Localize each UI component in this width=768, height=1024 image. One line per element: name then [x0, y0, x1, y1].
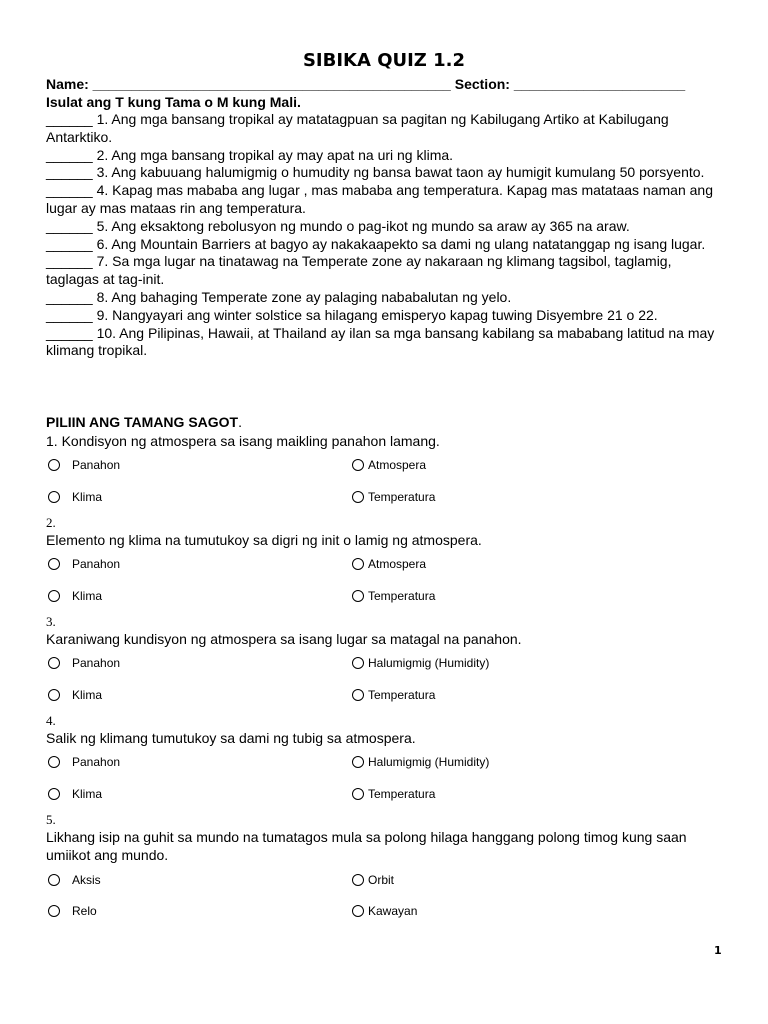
- mc-5-option-c[interactable]: [48, 904, 97, 918]
- radio-icon[interactable]: [48, 459, 60, 471]
- option-label: Klima: [72, 688, 103, 702]
- tf-item-9: ______ 9. Nangyayari ang winter solstice sa hilagang emisperyo kapag tuwing Disyembre 21 o 22.: [46, 306, 658, 323]
- tf-item-7: ______ 7. Sa mga lugar na tinatawag na Temperate zone ay nakaraan ng klimang tagsibol, taglamig, taglagas at tag-init.: [46, 253, 672, 288]
- radio-icon[interactable]: [48, 905, 60, 917]
- mc-question-2: Elemento ng klima na tumutukoy sa digri ng init o lamig ng atmospera.: [46, 532, 482, 548]
- radio-icon[interactable]: [48, 657, 60, 669]
- radio-icon[interactable]: [352, 657, 364, 669]
- mc-2-option-c[interactable]: [48, 589, 102, 603]
- page-number: 1: [714, 944, 722, 957]
- option-label: Panahon: [72, 755, 121, 769]
- mc-heading-text: PILIIN ANG TAMANG SAGOT: [46, 414, 239, 430]
- radio-icon[interactable]: [352, 689, 364, 701]
- option-label: Temperatura: [368, 688, 436, 702]
- tf-item-4: ______ 4. Kapag mas mababa ang lugar , mas mababa ang temperatura. Kapag mas matataas naman ang lugar ay mas mataas rin ang temperatura.: [46, 182, 713, 216]
- option-label: Klima: [72, 589, 103, 603]
- mc-4-option-c[interactable]: [48, 787, 102, 801]
- radio-icon[interactable]: [48, 590, 60, 602]
- mc-1-option-d[interactable]: [352, 490, 435, 504]
- mc-2-option-a[interactable]: [48, 557, 120, 571]
- option-label: Aksis: [72, 873, 101, 887]
- mc-1-option-a[interactable]: [48, 458, 120, 472]
- true-false-instructions: Isulat ang T kung Tama o M kung Mali.: [46, 94, 301, 110]
- tf-item-1: ______ 1. Ang mga bansang tropikal ay matatagpuan sa pagitan ng Kabilugang Artiko at Kabilugang Antarktiko.: [46, 111, 669, 145]
- mc-question-4-number: 4.: [46, 713, 56, 728]
- quiz-title: SIBIKA QUIZ 1.2: [302, 50, 466, 71]
- option-label: Halumigmig (Humidity): [368, 656, 490, 670]
- mc-4-option-b[interactable]: [352, 755, 489, 769]
- tf-item-5: ______ 5. Ang eksaktong rebolusyon ng mundo o pag-ikot ng mundo sa araw ay 365 na araw.: [46, 217, 630, 234]
- mc-4-option-d[interactable]: [352, 787, 435, 801]
- mc-1-option-c[interactable]: [48, 490, 102, 504]
- option-label: Klima: [72, 787, 103, 801]
- option-label: Panahon: [72, 557, 121, 571]
- mc-question-4: Salik ng klimang tumutukoy sa dami ng tubig sa atmospera.: [46, 730, 416, 746]
- mc-3-option-d[interactable]: [352, 688, 435, 702]
- mc-question-3-number: 3.: [46, 614, 56, 629]
- mc-question-5: Likhang isip na guhit sa mundo na tumatagos mula sa polong hilaga hanggang polong timog kung saan umiikot ang mundo.: [46, 829, 687, 863]
- mc-1-option-b[interactable]: [352, 458, 426, 472]
- mc-5-option-a[interactable]: [48, 873, 101, 887]
- option-label: Kawayan: [368, 904, 418, 918]
- radio-icon[interactable]: [48, 874, 60, 886]
- mc-5-option-b[interactable]: [352, 873, 394, 887]
- option-label: Temperatura: [368, 589, 436, 603]
- mc-3-option-c[interactable]: [48, 688, 102, 702]
- tf-item-10: ______ 10. Ang Pilipinas, Hawaii, at Thailand ay ilan sa mga bansang kabilang sa mababang latitud na may klimang tropikal.: [46, 324, 715, 359]
- option-label: Panahon: [72, 656, 121, 670]
- mc-question-3: Karaniwang kundisyon ng atmospera sa isang lugar sa matagal na panahon.: [46, 631, 522, 647]
- mc-question-2-number: 2.: [46, 515, 56, 530]
- radio-icon[interactable]: [352, 558, 364, 570]
- radio-icon[interactable]: [352, 590, 364, 602]
- radio-icon[interactable]: [48, 689, 60, 701]
- option-label: Orbit: [368, 873, 395, 887]
- option-label: Panahon: [72, 458, 121, 472]
- mc-3-option-a[interactable]: [48, 656, 120, 670]
- tf-item-6: ______ 6. Ang Mountain Barriers at bagyo ay nakakaapekto sa dami ng ulang natatanggap ng isang lugar.: [46, 235, 706, 252]
- tf-item-8: ______ 8. Ang bahaging Temperate zone ay palaging nababalutan ng yelo.: [46, 288, 512, 305]
- mc-question-1: 1. Kondisyon ng atmospera sa isang maikling panahon lamang.: [46, 433, 440, 449]
- radio-icon[interactable]: [48, 491, 60, 503]
- option-label: Relo: [72, 904, 97, 918]
- radio-icon[interactable]: [48, 788, 60, 800]
- mc-question-5-number: 5.: [46, 812, 56, 827]
- radio-icon[interactable]: [352, 756, 364, 768]
- option-label: Klima: [72, 490, 103, 504]
- radio-icon[interactable]: [352, 905, 364, 917]
- radio-icon[interactable]: [352, 491, 364, 503]
- true-false-list: [46, 111, 726, 360]
- multiple-choice-heading: [46, 414, 242, 430]
- radio-icon[interactable]: [352, 874, 364, 886]
- mc-heading-dot: .: [238, 414, 242, 430]
- option-label: Atmospera: [368, 557, 427, 571]
- tf-item-2: ______ 2. Ang mga bansang tropikal ay may apat na uri ng klima.: [46, 146, 454, 163]
- option-label: Atmospera: [368, 458, 427, 472]
- radio-icon[interactable]: [352, 788, 364, 800]
- mc-3-option-b[interactable]: [352, 656, 489, 670]
- option-label: Halumigmig (Humidity): [368, 755, 490, 769]
- name-section-line: Name: ______________________________________________ Section: ______________________: [46, 76, 686, 92]
- radio-icon[interactable]: [48, 558, 60, 570]
- option-label: Temperatura: [368, 787, 436, 801]
- mc-2-option-d[interactable]: [352, 589, 435, 603]
- radio-icon[interactable]: [352, 459, 364, 471]
- mc-2-option-b[interactable]: [352, 557, 426, 571]
- mc-4-option-a[interactable]: [48, 755, 120, 769]
- option-label: Temperatura: [368, 490, 436, 504]
- tf-item-3: ______ 3. Ang kabuuang halumigmig o humudity ng bansa bawat taon ay humigit kumulang 50 porsyento.: [46, 164, 705, 181]
- mc-5-option-d[interactable]: [352, 904, 417, 918]
- radio-icon[interactable]: [48, 756, 60, 768]
